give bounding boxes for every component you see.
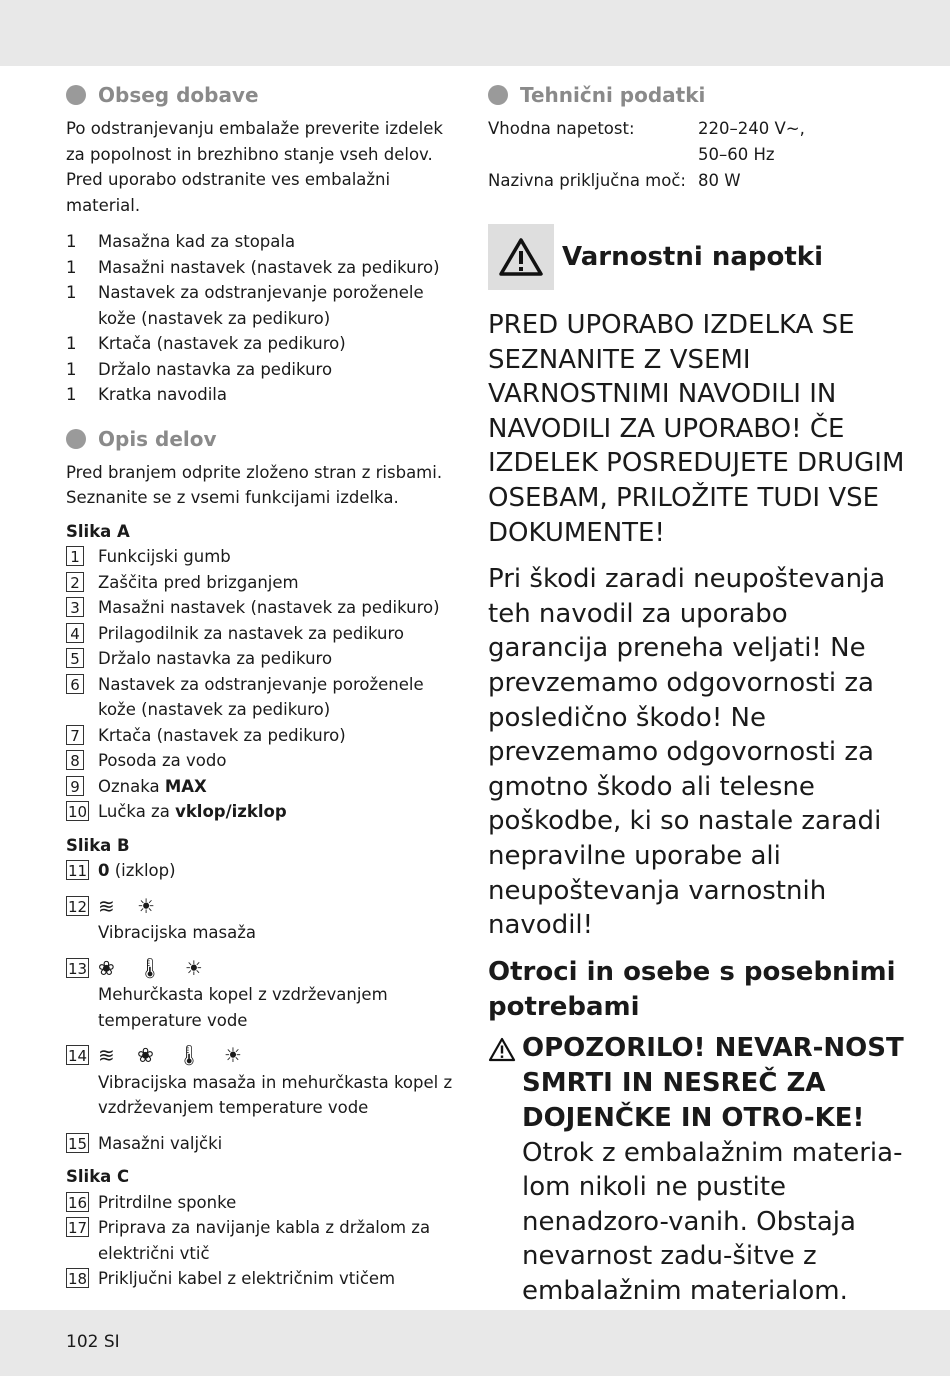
list-item: 1 Masažna kad za stopala bbox=[66, 232, 296, 251]
part-item: 8 Posoda za vodo bbox=[66, 748, 466, 774]
figure-label-a: Slika A bbox=[66, 521, 130, 541]
parts-list-c bbox=[66, 1190, 466, 1292]
danger-title: OPOZORILO! NEVAR-NOST SMRTI IN NESREČ ZA DOJENČKE IN OTRO-KE! bbox=[522, 1032, 904, 1133]
tech-table bbox=[488, 116, 908, 194]
bullet-icon bbox=[66, 429, 86, 449]
bullet-icon bbox=[488, 85, 508, 105]
part-item: 4 Prilagodilnik za nastavek za pedikuro bbox=[66, 621, 466, 647]
parts-list-a bbox=[66, 544, 466, 825]
part-item: 14 ≋ ❀ 🌡 ☀ Vibracijska masaža in mehurčkasta kopel z vzdrževanjem temperature vode bbox=[68, 1043, 453, 1117]
part-item: 2 Zaščita pred brizganjem bbox=[66, 570, 466, 596]
part-item: 6 Nastavek za odstranjevanje poroženele kože (nastavek za pedikuro) bbox=[66, 672, 466, 723]
list-item: 1 Krtača (nastavek za pedikuro) bbox=[66, 334, 346, 353]
vibration-light-icons: ≋ ☀ bbox=[98, 893, 164, 918]
section-title: Obseg dobave bbox=[98, 83, 259, 107]
bubble-thermo-light-icons: ❀ 🌡 ☀ bbox=[98, 955, 211, 980]
part-item: 3 Masažni nastavek (nastavek za pedikuro) bbox=[66, 595, 466, 621]
list-item: 1 Kratka navodila bbox=[66, 385, 227, 404]
part-item: 13 ❀ 🌡 ☀ Mehurčkasta kopel z vzdrževanjem temperature vode bbox=[68, 955, 388, 1030]
top-bar bbox=[0, 0, 950, 66]
safety-title: Varnostni napotki bbox=[562, 242, 823, 272]
section-heading-obseg bbox=[66, 80, 466, 110]
footer-bar bbox=[0, 1310, 950, 1376]
table-row: Nazivna priključna moč: 80 W bbox=[488, 171, 741, 190]
warranty-paragraph: Pri škodi zaradi neupoštevanja teh navodil za uporabo garancija preneha veljati! Ne prevzemamo odgovornosti za posledično škodo! Ne prevzemamo odgovornosti za gmotno škodo ali telesne poškodbe, ki so nastale zaradi nepravilne uporabe ali neupoštevanja varnostnih navodil! bbox=[488, 564, 886, 941]
section-heading-tech bbox=[488, 80, 908, 110]
children-heading: Otroci in osebe s posebnimi potrebami bbox=[488, 956, 896, 1022]
part-item: 5 Držalo nastavka za pedikuro bbox=[66, 646, 466, 672]
table-row: Vhodna napetost: 220–240 V~, 50–60 Hz bbox=[488, 119, 805, 164]
part-item: 18 Priključni kabel z električnim vtičem bbox=[68, 1269, 396, 1288]
figure-label-c: Slika C bbox=[66, 1167, 130, 1186]
section-heading-opis bbox=[66, 424, 466, 454]
list-item: 1 Masažni nastavek (nastavek za pedikuro) bbox=[66, 257, 440, 277]
list-item: 1 Nastavek za odstranjevanje poroženele kože (nastavek za pedikuro) bbox=[66, 283, 424, 328]
page-number: 102 SI bbox=[66, 1332, 120, 1352]
part-item: 12 ≋ ☀ Vibracijska masaža bbox=[68, 893, 256, 942]
part-item: 11 0 (izklop) bbox=[68, 861, 176, 880]
delivery-list bbox=[66, 229, 466, 408]
caps-warning: PRED UPORABO IZDELKA SE SEZNANITE Z VSEMI VARNOSTNIMI NAVODILI IN NAVODILI ZA UPORABO! ČE IZDELEK POSREDUJETE DRUGIM OSEBAM, PRILOŽITE TUDI VSE DOKUMENTE! bbox=[488, 310, 905, 548]
vibration-bubble-thermo-light-icons: ≋ ❀ 🌡 ☀ bbox=[98, 1043, 250, 1067]
section-title: Tehnični podatki bbox=[520, 83, 706, 107]
parts-list-b bbox=[66, 858, 466, 1156]
part-item: 17 Priprava za navijanje kabla z držalom za električni vtič bbox=[68, 1218, 431, 1263]
bullet-icon bbox=[66, 85, 86, 105]
part-item: 16 Pritrdilne sponke bbox=[68, 1192, 237, 1212]
warning-icon bbox=[488, 224, 554, 290]
part-item: 9 Oznaka MAX bbox=[66, 774, 466, 800]
figure-label-b: Slika B bbox=[66, 835, 130, 855]
list-item: 1 Držalo nastavka za pedikuro bbox=[66, 359, 333, 379]
left-column bbox=[66, 80, 466, 1292]
section-title: Opis delov bbox=[98, 426, 217, 451]
part-item: 10 Lučka za vklop/izklop bbox=[68, 802, 287, 821]
part-item: 15 Masažni valjčki bbox=[68, 1133, 223, 1153]
part-item: 7 Krtača (nastavek za pedikuro) bbox=[66, 723, 466, 749]
safety-heading bbox=[488, 224, 908, 290]
right-column bbox=[488, 80, 908, 1378]
danger-text: Otrok z embalažnim materia-lom nikoli ne pustite nenadzoro-vanih. Obstaja nevarnost zadu-šitve z embalažnim materialom. bbox=[522, 1137, 903, 1307]
intro-text: Pred branjem odprite zloženo stran z risbami. Seznanite se z vsemi funkcijami izdelka. bbox=[66, 462, 443, 507]
intro-text: Po odstranjevanju embalaže preverite izdelek za popolnost in brezhibno stanje vseh delov. Pred uporabo odstranite ves embalažni material. bbox=[66, 119, 443, 215]
part-item: 1 Funkcijski gumb bbox=[66, 544, 466, 570]
